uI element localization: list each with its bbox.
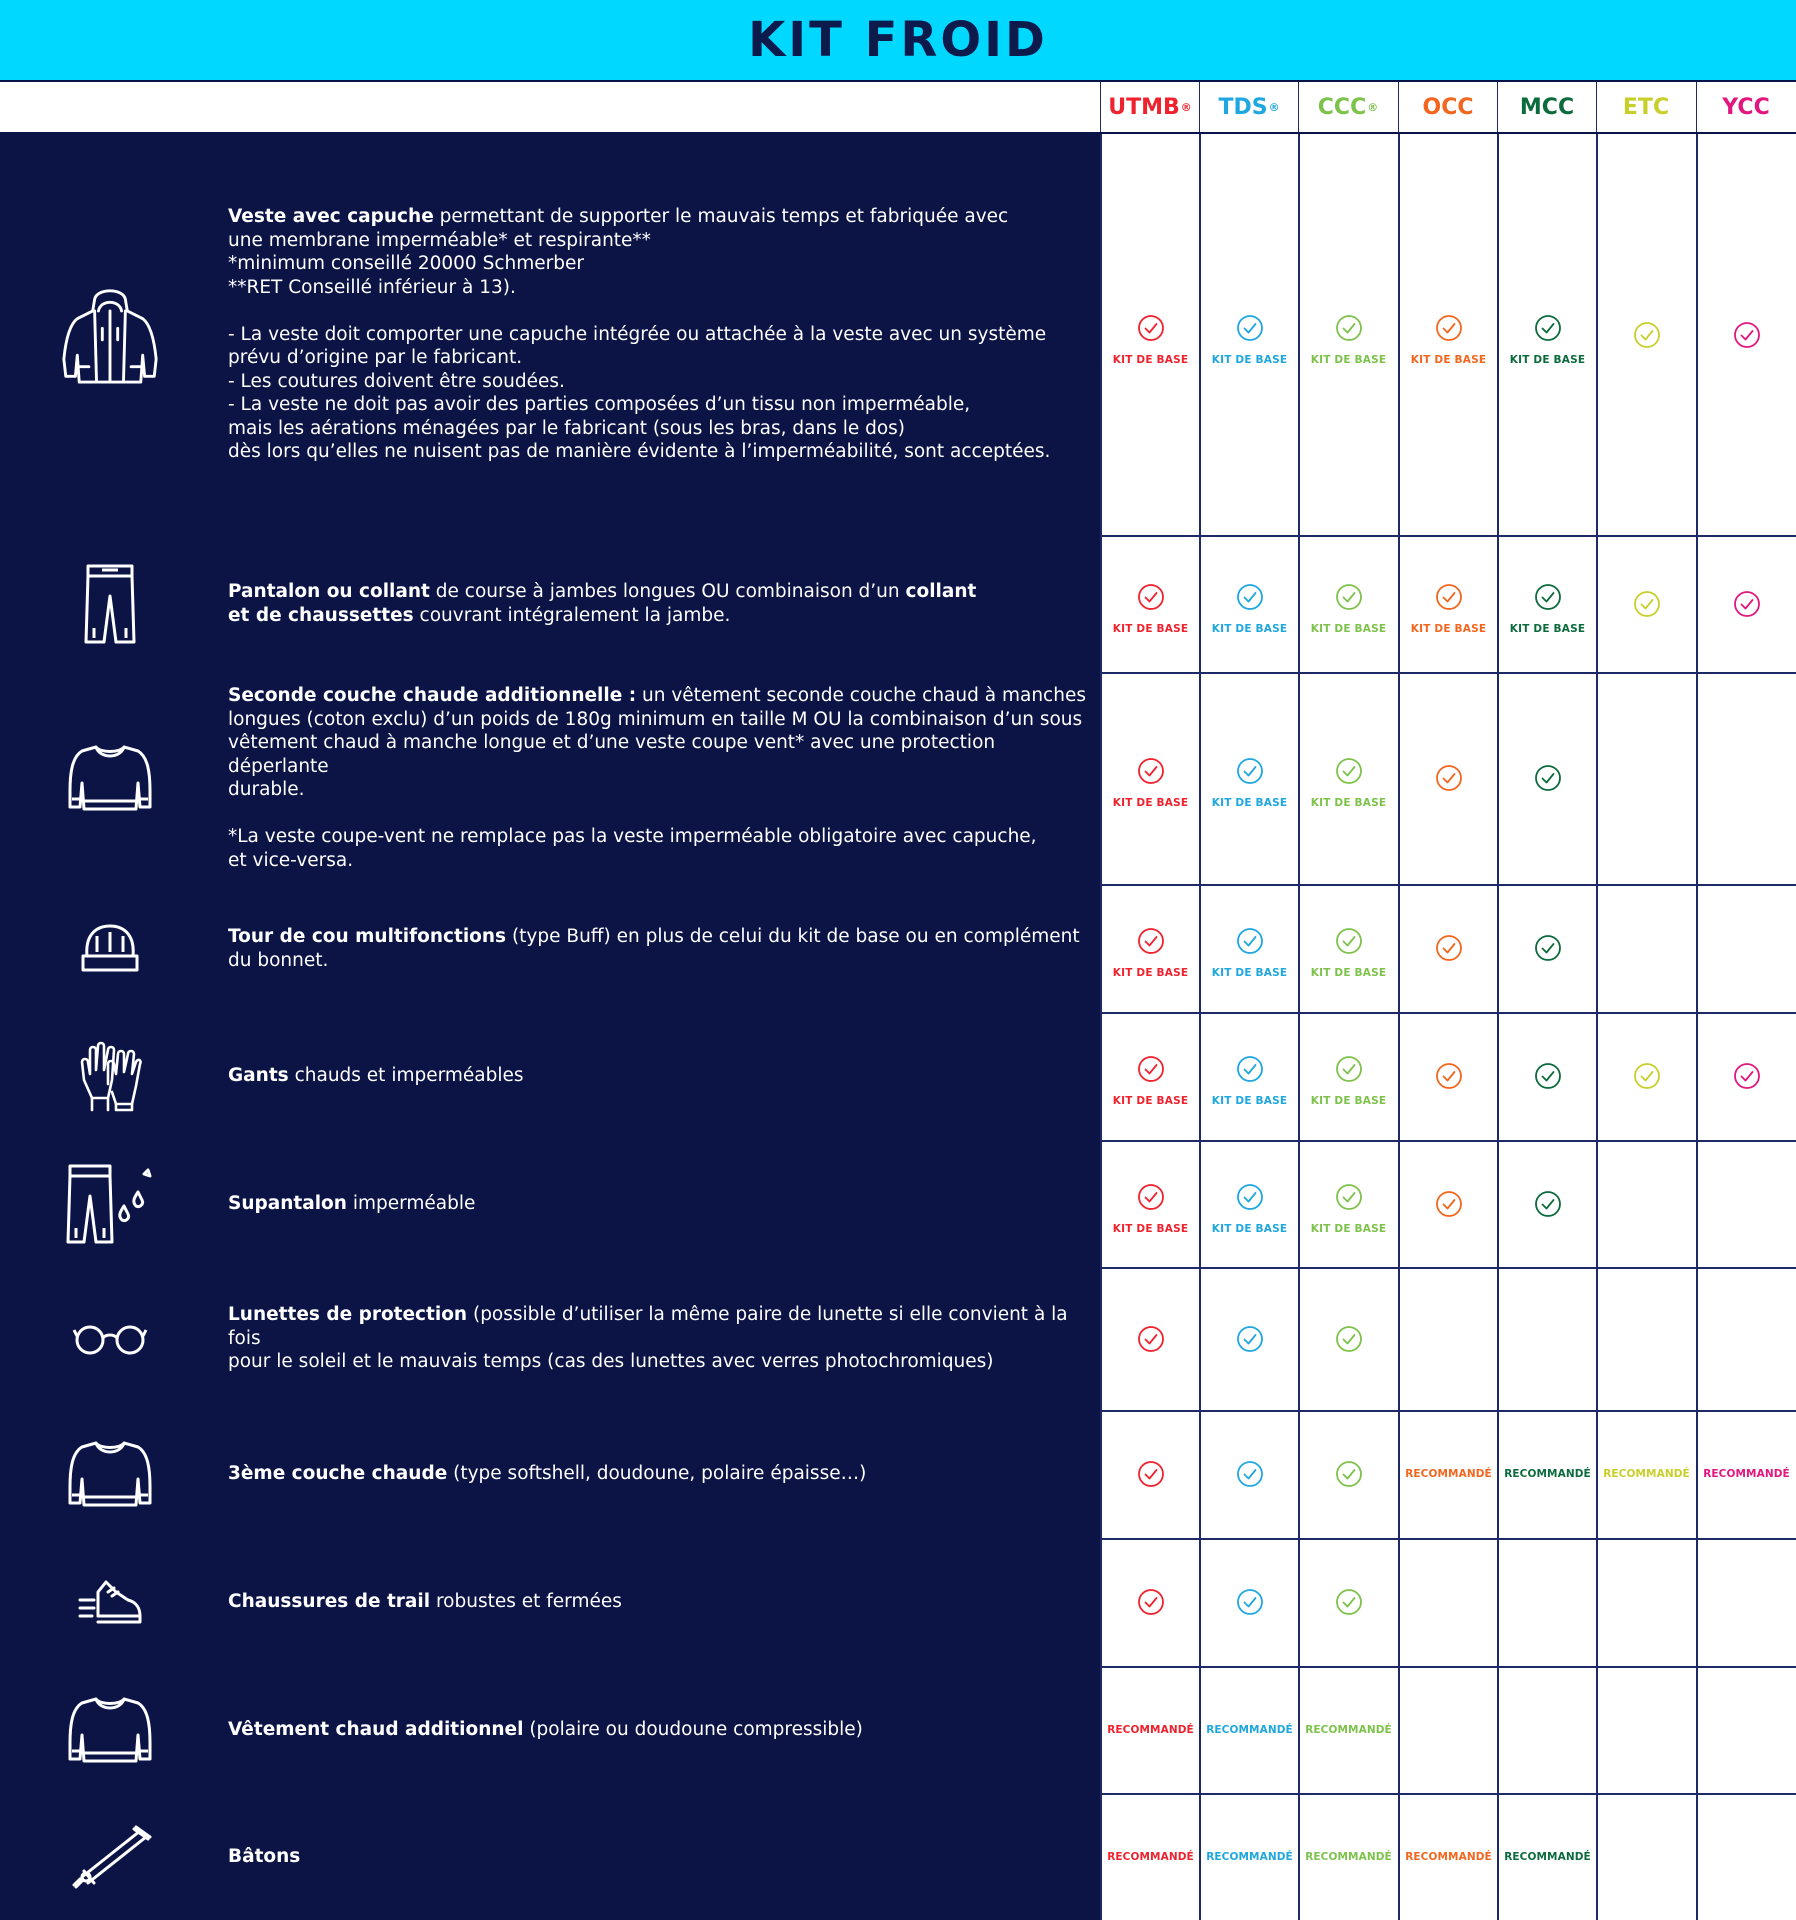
cell-occ <box>1399 134 1498 535</box>
check-circle-icon <box>1534 314 1562 342</box>
cell-ccc <box>1299 1410 1398 1538</box>
base-kit-label: KIT DE BASE <box>1112 967 1189 979</box>
check-circle-icon <box>1137 1183 1165 1211</box>
check-circle-icon <box>1534 1062 1562 1090</box>
check-circle-icon <box>1137 1325 1165 1353</box>
registered-mark: ® <box>1367 100 1379 114</box>
check-circle-icon <box>1137 1460 1165 1488</box>
check-circle-icon <box>1335 1588 1363 1616</box>
cell-utmb <box>1101 1012 1200 1140</box>
cell-tds <box>1200 884 1299 1012</box>
column-header-label: MCC <box>1519 94 1575 120</box>
check-circle-icon <box>1236 1460 1264 1488</box>
base-kit-label: KIT DE BASE <box>1509 353 1586 366</box>
item-description: Supantalon imperméable <box>228 1193 476 1214</box>
recommended-label: RECOMMANDÉ <box>1107 1723 1194 1736</box>
item-row <box>0 884 1100 1012</box>
check-circle-icon <box>1137 314 1165 342</box>
recommended-label: RECOMMANDÉ <box>1405 1468 1492 1480</box>
cell-ycc <box>1697 134 1796 535</box>
item-description: Gants chauds et imperméables <box>228 1065 524 1086</box>
check-circle-icon <box>1534 1190 1562 1218</box>
item-description: Chaussures de trail robustes et fermées <box>228 1591 622 1612</box>
cell-occ <box>1399 1140 1498 1267</box>
base-kit-label: KIT DE BASE <box>1112 353 1189 366</box>
cell-mcc <box>1498 1793 1597 1920</box>
cell-mcc <box>1498 535 1597 672</box>
title-bar <box>0 0 1796 82</box>
check-circle-icon <box>1435 583 1463 611</box>
cell-ycc <box>1697 1410 1796 1538</box>
check-circle-icon <box>1335 1325 1363 1353</box>
glasses-icon <box>60 1267 160 1410</box>
column-header-label: ETC <box>1622 94 1670 120</box>
check-circle-icon <box>1137 583 1165 611</box>
item-row <box>0 1666 1100 1793</box>
item-description: Veste avec capuche permettant de supporter le mauvais temps et fabriquée avec une membrane imperméable* et respirante** *minimum conseillé 20000 Schmerber **RET Conseillé inférieur à 13). - La veste doit comporter une capuche intégrée ou attachée à la veste avec un système prévu d’origine par le fabricant. - Les coutures doivent être soudées. - La veste ne doit pas avoir des parties composées d’un tissu non imperméable, mais les aérations ménagées par le fabricant (sous les bras, dans le dos) dès lors qu’elles ne nuisent pas de manière évidente à l’imperméabilité, sont acceptées. <box>228 206 1051 462</box>
column-header-ccc <box>1298 82 1397 132</box>
poles-icon <box>60 1793 160 1920</box>
cell-tds <box>1200 1140 1299 1267</box>
cell-occ <box>1399 535 1498 672</box>
column-header-mcc <box>1497 82 1596 132</box>
cell-ccc <box>1299 134 1398 535</box>
cell-etc <box>1597 1410 1696 1538</box>
cell-utmb <box>1101 535 1200 672</box>
cell-etc <box>1597 134 1696 535</box>
check-circle-icon <box>1435 314 1463 342</box>
check-circle-icon <box>1435 1062 1463 1090</box>
cell-etc <box>1597 1012 1696 1140</box>
item-description: Pantalon ou collant de course à jambes longues OU combinaison d’un collant et de chaussettes couvrant intégralement la jambe. <box>228 581 977 626</box>
cell-ccc <box>1299 1793 1398 1920</box>
check-circle-icon <box>1236 757 1264 785</box>
column-header-occ <box>1398 82 1497 132</box>
check-circle-icon <box>1633 1062 1661 1090</box>
item-description: 3ème couche chaude (type softshell, doudoune, polaire épaisse…) <box>228 1463 867 1484</box>
cell-occ <box>1399 1410 1498 1538</box>
cell-tds <box>1200 1538 1299 1666</box>
cell-utmb <box>1101 1666 1200 1793</box>
check-circle-icon <box>1534 583 1562 611</box>
column-header-ycc <box>1696 82 1795 132</box>
cell-mcc <box>1498 1410 1597 1538</box>
base-kit-label: KIT DE BASE <box>1310 1222 1387 1235</box>
check-circle-icon <box>1633 321 1661 349</box>
sweater-icon <box>60 672 160 884</box>
check-circle-icon <box>1435 1190 1463 1218</box>
base-kit-label: KIT DE BASE <box>1211 797 1288 809</box>
cell-tds <box>1200 1666 1299 1793</box>
check-circle-icon <box>1335 927 1363 955</box>
page-title: KIT FROID <box>748 12 1048 68</box>
check-circle-icon <box>1236 1588 1264 1616</box>
base-kit-label: KIT DE BASE <box>1211 967 1288 979</box>
check-circle-icon <box>1137 1588 1165 1616</box>
column-header-utmb <box>1100 82 1199 132</box>
column-header-label: UTMB <box>1108 94 1180 120</box>
base-kit-label: KIT DE BASE <box>1509 622 1586 635</box>
column-header-tds <box>1199 82 1298 132</box>
cell-tds <box>1200 134 1299 535</box>
item-row <box>0 1140 1100 1267</box>
cell-ccc <box>1299 1666 1398 1793</box>
recommended-label: RECOMMANDÉ <box>1107 1850 1194 1863</box>
cell-ycc <box>1697 535 1796 672</box>
check-circle-icon <box>1236 927 1264 955</box>
column-header-label: OCC <box>1422 94 1474 120</box>
cell-tds <box>1200 1267 1299 1410</box>
cell-mcc <box>1498 1012 1597 1140</box>
column-header-label: TDS <box>1218 94 1268 120</box>
pants-icon <box>60 535 160 672</box>
recommended-label: RECOMMANDÉ <box>1603 1468 1690 1480</box>
jacket-icon <box>60 134 160 535</box>
base-kit-label: KIT DE BASE <box>1112 1095 1189 1107</box>
recommended-label: RECOMMANDÉ <box>1305 1723 1392 1736</box>
cell-utmb <box>1101 1793 1200 1920</box>
check-circle-icon <box>1236 1183 1264 1211</box>
base-kit-label: KIT DE BASE <box>1211 622 1288 635</box>
check-circle-icon <box>1335 1183 1363 1211</box>
beanie-icon <box>60 884 160 1012</box>
base-kit-label: KIT DE BASE <box>1410 622 1487 635</box>
base-kit-label: KIT DE BASE <box>1112 797 1189 809</box>
base-kit-label: KIT DE BASE <box>1310 967 1387 979</box>
cell-ycc <box>1697 1012 1796 1140</box>
cell-tds <box>1200 672 1299 884</box>
column-header-label: CCC <box>1317 94 1367 120</box>
base-kit-label: KIT DE BASE <box>1310 797 1387 809</box>
check-circle-icon <box>1733 590 1761 618</box>
check-circle-icon <box>1137 927 1165 955</box>
cell-ccc <box>1299 1538 1398 1666</box>
registered-mark: ® <box>1180 100 1192 114</box>
column-header-label: YCC <box>1722 94 1770 120</box>
check-circle-icon <box>1137 1055 1165 1083</box>
check-circle-icon <box>1335 583 1363 611</box>
item-row <box>0 1538 1100 1666</box>
base-kit-label: KIT DE BASE <box>1112 622 1189 635</box>
cell-ccc <box>1299 1267 1398 1410</box>
base-kit-label: KIT DE BASE <box>1112 1222 1189 1235</box>
base-kit-label: KIT DE BASE <box>1410 353 1487 366</box>
recommended-label: RECOMMANDÉ <box>1305 1850 1392 1863</box>
sweater-icon <box>60 1410 160 1538</box>
item-row <box>0 1012 1100 1140</box>
base-kit-label: KIT DE BASE <box>1310 622 1387 635</box>
cell-tds <box>1200 1012 1299 1140</box>
check-circle-icon <box>1137 757 1165 785</box>
item-description: Tour de cou multifonctions (type Buff) en plus de celui du kit de base ou en complément du bonnet. <box>228 926 1080 971</box>
recommended-label: RECOMMANDÉ <box>1504 1468 1591 1480</box>
cell-utmb <box>1101 672 1200 884</box>
item-description: Lunettes de protection (possible d’utiliser la même paire de lunette si elle convient à la fois pour le soleil et le mauvais temps (cas des lunettes avec verres photochromiques) <box>228 1304 1068 1372</box>
check-circle-icon <box>1236 1325 1264 1353</box>
check-circle-icon <box>1335 757 1363 785</box>
cell-ccc <box>1299 672 1398 884</box>
cell-utmb <box>1101 134 1200 535</box>
column-header-row <box>0 82 1796 134</box>
recommended-label: RECOMMANDÉ <box>1504 1850 1591 1863</box>
check-circle-icon <box>1435 934 1463 962</box>
cell-mcc <box>1498 884 1597 1012</box>
check-circle-icon <box>1335 314 1363 342</box>
check-circle-icon <box>1236 314 1264 342</box>
check-circle-icon <box>1733 321 1761 349</box>
item-row <box>0 1793 1100 1920</box>
recommended-label: RECOMMANDÉ <box>1703 1468 1790 1480</box>
base-kit-label: KIT DE BASE <box>1310 1095 1387 1107</box>
cell-utmb <box>1101 884 1200 1012</box>
cell-ccc <box>1299 1012 1398 1140</box>
column-header-etc <box>1596 82 1695 132</box>
cell-mcc <box>1498 672 1597 884</box>
cell-occ <box>1399 672 1498 884</box>
cell-utmb <box>1101 1410 1200 1538</box>
cell-utmb <box>1101 1267 1200 1410</box>
base-kit-label: KIT DE BASE <box>1211 353 1288 366</box>
cell-ccc <box>1299 884 1398 1012</box>
recommended-label: RECOMMANDÉ <box>1405 1850 1492 1863</box>
item-row <box>0 1410 1100 1538</box>
item-description: Vêtement chaud additionnel (polaire ou doudoune compressible) <box>228 1719 863 1740</box>
check-circle-icon <box>1733 1062 1761 1090</box>
cell-occ <box>1399 884 1498 1012</box>
cell-mcc <box>1498 1140 1597 1267</box>
cell-occ <box>1399 1012 1498 1140</box>
cell-ccc <box>1299 1140 1398 1267</box>
cell-ccc <box>1299 535 1398 672</box>
check-circle-icon <box>1534 934 1562 962</box>
item-row <box>0 134 1100 535</box>
cell-mcc <box>1498 134 1597 535</box>
cell-occ <box>1399 1793 1498 1920</box>
base-kit-label: KIT DE BASE <box>1211 1222 1288 1235</box>
cell-tds <box>1200 535 1299 672</box>
item-description: Bâtons <box>228 1846 301 1867</box>
gloves-icon <box>60 1012 160 1140</box>
item-row <box>0 1267 1100 1410</box>
shoe-icon <box>60 1538 160 1666</box>
check-circle-icon <box>1335 1055 1363 1083</box>
cell-etc <box>1597 535 1696 672</box>
overtrousers-icon <box>60 1140 160 1267</box>
cell-tds <box>1200 1410 1299 1538</box>
base-kit-label: KIT DE BASE <box>1310 353 1387 366</box>
check-circle-icon <box>1335 1460 1363 1488</box>
registered-mark: ® <box>1268 100 1280 114</box>
recommended-label: RECOMMANDÉ <box>1206 1723 1293 1736</box>
items-panel <box>0 134 1100 1920</box>
item-row <box>0 535 1100 672</box>
item-row <box>0 672 1100 884</box>
check-circle-icon <box>1236 1055 1264 1083</box>
check-circle-icon <box>1236 583 1264 611</box>
base-kit-label: KIT DE BASE <box>1211 1095 1288 1107</box>
cell-tds <box>1200 1793 1299 1920</box>
recommended-label: RECOMMANDÉ <box>1206 1850 1293 1863</box>
item-description: Seconde couche chaude additionnelle : un vêtement seconde couche chaud à manches longues (coton exclu) d’un poids de 180g minimum en taille M OU la combinaison d’un sous vêtement chaud à manche longue et d’une veste coupe vent* avec une protection déperlante durable. *La veste coupe-vent ne remplace pas la veste imperméable obligatoire avec capuche, et vice-versa. <box>228 685 1086 871</box>
check-circle-icon <box>1633 590 1661 618</box>
check-circle-icon <box>1534 764 1562 792</box>
cell-utmb <box>1101 1140 1200 1267</box>
check-circle-icon <box>1435 764 1463 792</box>
sweater-icon <box>60 1666 160 1793</box>
cell-utmb <box>1101 1538 1200 1666</box>
